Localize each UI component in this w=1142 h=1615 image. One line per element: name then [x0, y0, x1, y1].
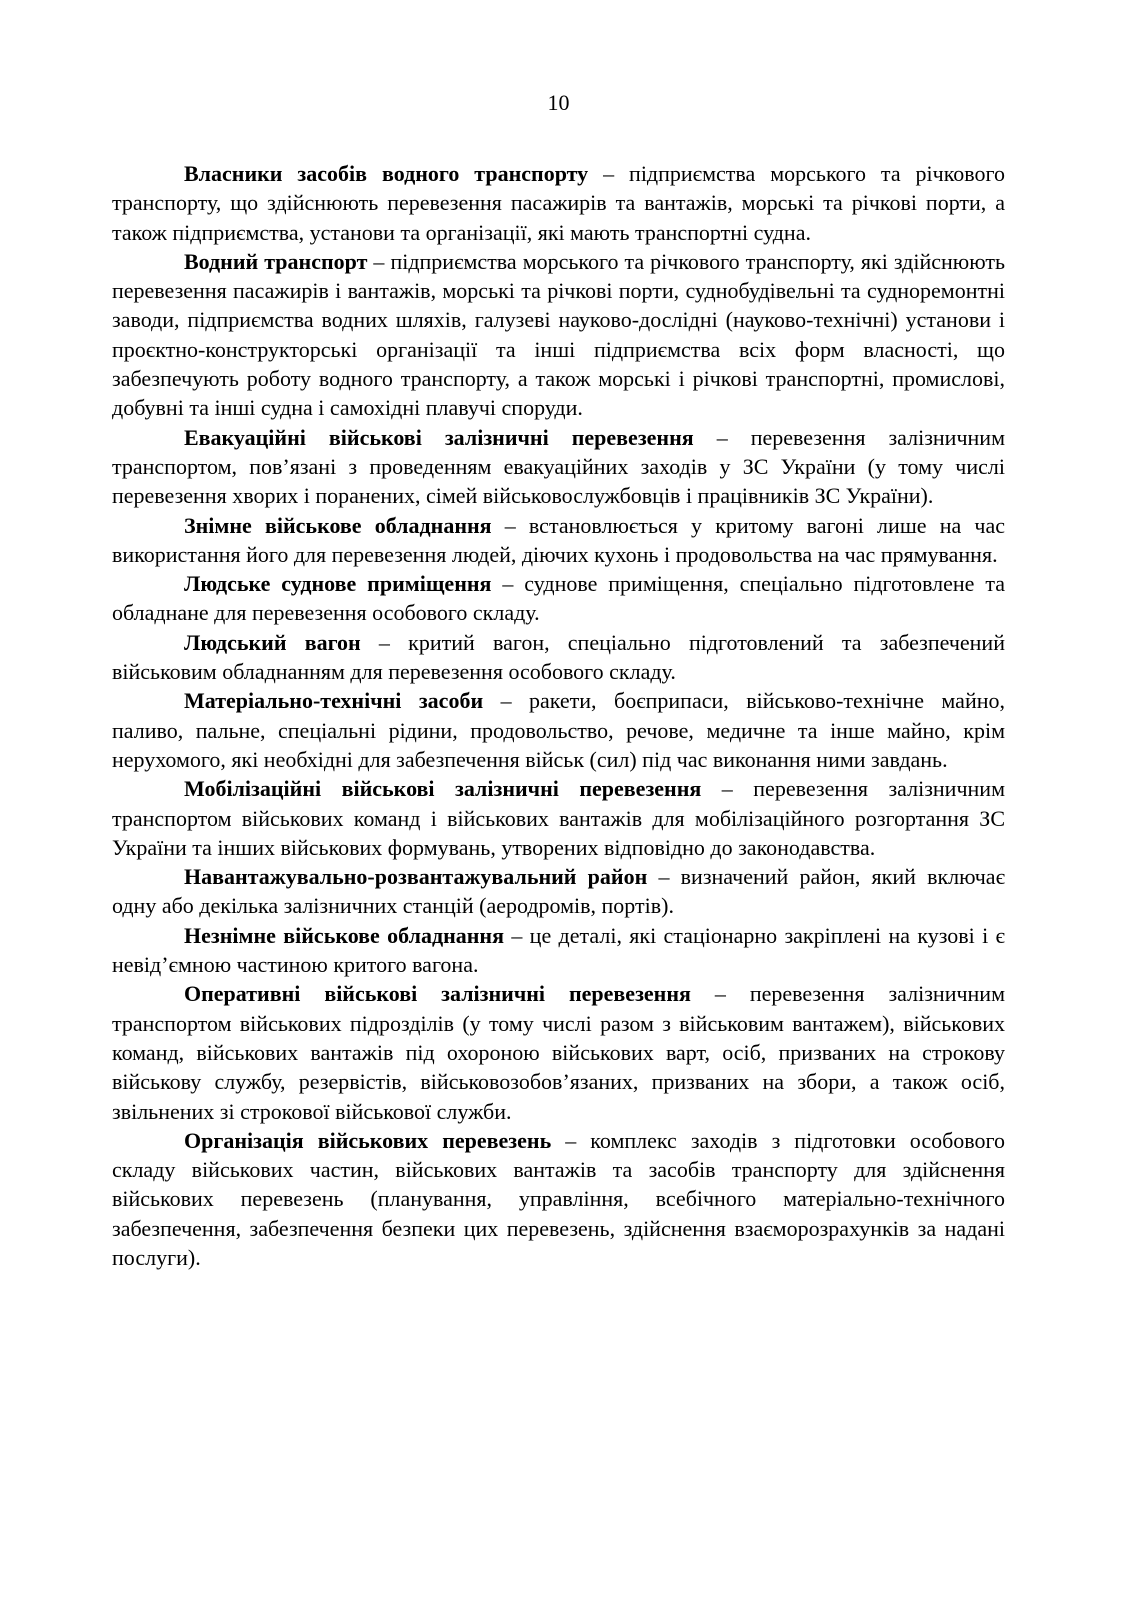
definition-text: – суднове приміщення, спеціально підготовлене та обладнане для перевезення особового складу.: [112, 571, 1006, 626]
definition-paragraph-orhanizatsiia-perevezen: [112, 1126, 1005, 1272]
term-materialno-tekhnichni-zasoby: Матеріально-технічні засоби: [184, 688, 484, 714]
definition-paragraph-znimne-obladnannia: [112, 511, 1005, 570]
term-znimne-obladnannia: Знімне військове обладнання: [184, 512, 492, 538]
term-navantazhuvalnyi-raion: Навантажувально-розвантажувальний район: [184, 864, 648, 890]
definition-paragraph-operatyvni-perevezennia: [112, 979, 1005, 1125]
definition-paragraph-navantazhuvalnyi-raion: [112, 862, 1005, 921]
definition-text: – ракети, боєприпаси, військово-технічне майно, паливо, пальне, спеціальні рідини, продовольство, речове, медичне та інше майно, крім нерухомого, які необхідні для забезпечення військ (сил) під час виконання ними завдань.: [112, 688, 1005, 772]
term-vodnyi-transport: Водний транспорт: [184, 248, 368, 274]
definition-text: – це деталі, які стаціонарно закріплені на кузові і є невід’ємною частиною критого вагона.: [112, 922, 1005, 978]
definition-text: – визначений район, який включає одну або декілька залізничних станцій (аеродромів, портів).: [112, 864, 1006, 919]
term-operatyvni-perevezennia: Оперативні військові залізничні перевезення: [184, 981, 691, 1007]
term-vlasnyky-zasobiv: Власники засобів водного транспорту: [184, 161, 589, 186]
definition-text: – підприємства морського та річкового транспорту, які здійснюють перевезення пасажирів і вантажів, морські та річкові порти, суднобудівельні та судноремонтні заводи, підприємства водних шляхів, галузеві науково-дослідні (науково-технічні) установи і проєктно-конструкторські організації та інші підприємства всіх форм власності, що забезпечують роботу водного транспорту, а також морські і річкові транспортні, промислові, добувні та інші судна і самохідні плавучі споруди.: [112, 248, 1006, 421]
page-number: 10: [547, 90, 570, 115]
definition-paragraph-vodnyi-transport: [112, 247, 1005, 423]
definition-text: – критий вагон, спеціально підготовлений та забезпечений військовим обладнанням для перевезення особового складу.: [112, 629, 1005, 685]
term-mobilizatsiini-perevezennia: Мобілізаційні військові залізничні перевезення: [184, 776, 702, 802]
document-body: [112, 159, 1005, 1272]
definition-text: – встановлюється у критому вагоні лише на час використання його для перевезення людей, діючих кухонь і продовольства на час прямування.: [112, 512, 1005, 567]
definition-paragraph-liudskyi-vahon: [112, 628, 1005, 687]
definition-text: – підприємства морського та річкового транспорту, що здійснюють перевезення пасажирів та вантажів, морські та річкові порти, а також підприємства, установи та організації, які мають транспортні судна.: [112, 161, 1005, 245]
definition-paragraph-evakuatsiini-perevezennia: [112, 423, 1005, 511]
definition-text: – перевезення залізничним транспортом військових підрозділів (у тому числі разом з військовим вантажем), військових команд, військових вантажів під охороною військових варт, осіб, призваних на строкову військову службу, резервістів, військовозобов’язаних, призваних на збори, а також осіб, звільнених зі строкової військової служби.: [112, 981, 1005, 1124]
definition-paragraph-mobilizatsiini-perevezennia: [112, 774, 1005, 862]
term-liudske-sudnove-prymishchennia: Людське суднове приміщення: [184, 571, 492, 597]
definition-text: – комплекс заходів з підготовки особового складу військових частин, військових вантажів та засобів транспорту для здійснення військових перевезень (планування, управління, всебічного матеріально-технічного забезпечення, забезпечення безпеки цих перевезень, здійснення взаєморозрахунків за надані послуги).: [112, 1127, 1005, 1270]
term-liudskyi-vahon: Людський вагон: [184, 629, 361, 655]
definition-paragraph-materialno-tekhnichni-zasoby: [112, 686, 1005, 774]
definition-paragraph-vlasnyky-zasobiv: [112, 159, 1005, 247]
definition-text: – перевезення залізничним транспортом, пов’язані з проведенням евакуаційних заходів у ЗС України (у тому числі перевезення хворих і поранених, сімей військовослужбовців і працівників ЗС України).: [112, 424, 1005, 509]
term-evakuatsiini-perevezennia: Евакуаційні військові залізничні перевезення: [184, 424, 694, 450]
term-neznimne-obladnannia: Незнімне військове обладнання: [184, 922, 505, 948]
definition-text: – перевезення залізничним транспортом військових команд і військових вантажів для мобілізаційного розгортання ЗС України та інших військових формувань, утворених відповідно до законодавства.: [112, 776, 1005, 860]
term-orhanizatsiia-perevezen: Організація військових перевезень: [184, 1127, 552, 1153]
definition-paragraph-neznimne-obladnannia: [112, 921, 1005, 980]
definition-paragraph-liudske-sudnove-prymishchennia: [112, 569, 1005, 628]
